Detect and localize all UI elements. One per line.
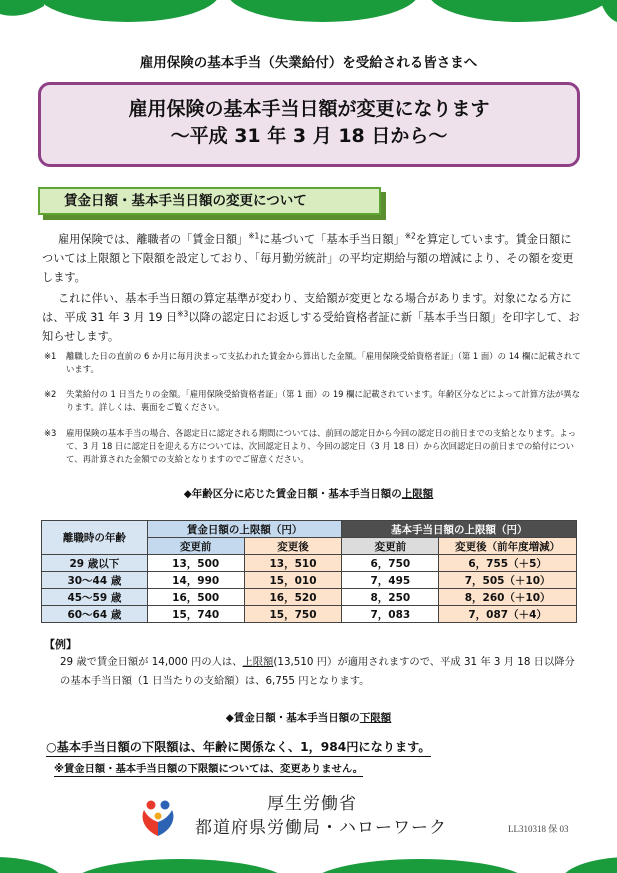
example-text-b: (13,510 円）が適用されますので、平成 31 年 3 月 18 日以降分の基本手当日額（1 日当たりの支給額）は、6,755 円となります。 [60, 656, 575, 687]
paragraph-1 [42, 230, 582, 287]
benefit-before-header: 変更前 [342, 538, 439, 555]
table-row [42, 572, 577, 589]
wage-before-cell: 15，740 [147, 606, 244, 623]
footnote-1-mark: ※1 [44, 351, 57, 361]
wage-after-cell: 15，010 [244, 572, 342, 589]
title-line-2: ～平成 31 年 3 月 18 日から～ [170, 125, 448, 147]
paragraph-2 [42, 289, 582, 346]
ministry-name: 厚生労働省 [267, 794, 357, 814]
wage-after-cell: 16，520 [244, 589, 342, 606]
age-cell: 60～64 歳 [42, 606, 148, 623]
footnote-ref-3: ※3 [177, 309, 189, 319]
footnote-1-text: 離職した日の直前の 6 か月に毎月決まって支払われた賃金から算出した金額。「雇用保険受給資格者証」（第 1 面）の 14 欄に記載されています。 [66, 351, 581, 374]
lower-limit-note: ※賃金日額・基本手当日額の下限額については、変更ありません。 [54, 760, 363, 777]
footnote-2-mark: ※2 [44, 389, 57, 399]
top-decoration [0, 0, 617, 26]
benefit-group-header: 基本手当日額の上限額（円） [342, 521, 577, 538]
wage-after-header: 変更後 [244, 538, 342, 555]
wage-before-cell: 13，500 [147, 555, 244, 572]
wage-group-header: 賃金日額の上限額（円） [147, 521, 342, 538]
document-code: LL310318 保 03 [508, 824, 569, 834]
table-row [42, 606, 577, 623]
title-box [38, 82, 580, 167]
table-row [42, 589, 577, 606]
section-heading-box [38, 187, 381, 215]
wage-before-cell: 14，990 [147, 572, 244, 589]
benefit-after-cell: 8，260（＋10） [439, 589, 577, 606]
benefit-after-cell: 7，087（＋4） [439, 606, 577, 623]
title-line-1: 雇用保険の基本手当日額が変更になります [128, 98, 490, 120]
benefit-before-cell: 7，083 [342, 606, 439, 623]
notice-subtitle: 雇用保険の基本手当（失業給付）を受給される皆さまへ [139, 55, 478, 71]
paragraph-2-text-b: 以降の認定日にお返しする受給資格者証に新「基本手当日額」を印字して、お知らせします。 [42, 311, 580, 343]
footnote-ref-1: ※1 [248, 231, 260, 241]
upper-limit-table [41, 520, 577, 623]
age-cell: 45～59 歳 [42, 589, 148, 606]
age-cell: 29 歳以下 [42, 555, 148, 572]
wage-before-header: 変更前 [147, 538, 244, 555]
lower-limit-statement: ○基本手当日額の下限額は、年齢に関係なく、1，984円になります。 [46, 738, 431, 757]
paragraph-2-text-a: これに伴い、基本手当日額の算定基準が変わり、支給額が変更となる場合があります。対象になる方には、平成 31 年 3 月 19 日 [42, 292, 572, 324]
upper-limit-caption-underlined: 上限額 [401, 488, 434, 500]
benefit-after-cell: 6，755（＋5） [439, 555, 577, 572]
lower-limit-caption-underlined: 下限額 [359, 712, 392, 724]
age-column-header: 離職時の年齢 [42, 521, 148, 555]
example-label: 【例】 [44, 638, 77, 651]
office-names: 都道府県労働局・ハローワーク [195, 818, 447, 838]
upper-limit-table-caption [0, 486, 617, 501]
paragraph-1-text-a: 雇用保険では、離職者の「賃金日額」 [58, 233, 249, 246]
example-text-a: 29 歳で賃金日額が 14,000 円の人は、 [60, 656, 243, 668]
benefit-after-cell: 7，505（＋10） [439, 572, 577, 589]
lower-limit-caption-prefix: ◆賃金日額・基本手当日額の [225, 712, 360, 724]
footnote-3-text: 雇用保険の基本手当の場合、各認定日に認定される期間については、前回の認定日から今回の認定日の前日までの支給となります。よって、3 月 18 日に認定日を迎える方については、次回認定日より、今回の認定日（3 月 18 日）から次回認定日の前日までの給付について、再計算された金額での支給となりますのでご留意ください。 [66, 428, 577, 464]
footnote-3 [44, 427, 584, 466]
footnote-2-text: 失業給付の 1 日当たりの金額。「雇用保険受給資格者証」（第 1 面）の 19 欄に記載されています。年齢区分などによって計算方法が異なります。詳しくは、裏面をご覧ください。 [66, 389, 580, 412]
example-underlined: 上限額 [242, 656, 274, 668]
footnote-3-mark: ※3 [44, 428, 57, 438]
paragraph-1-text-b: に基づいて「基本手当日額」 [259, 233, 405, 246]
bottom-decoration [0, 847, 617, 873]
section-heading: 賃金日額・基本手当日額の変更について [64, 193, 307, 209]
footnote-2 [44, 388, 584, 414]
benefit-before-cell: 8，250 [342, 589, 439, 606]
benefit-after-header: 変更後（前年度増減） [439, 538, 577, 555]
wage-before-cell: 16，500 [147, 589, 244, 606]
footnote-ref-2: ※2 [404, 231, 416, 241]
paragraph-1-text-c: を算定しています。賃金日額については上限額と下限額を設定しており、「毎月勤労統計」の平均定期給与額の増減により、その額を変更します。 [42, 233, 574, 284]
footnote-1 [44, 350, 584, 376]
example-text [60, 653, 580, 691]
age-cell: 30～44 歳 [42, 572, 148, 589]
upper-limit-caption-prefix: ◆年齢区分に応じた賃金日額・基本手当日額の [183, 488, 402, 500]
benefit-before-cell: 7，495 [342, 572, 439, 589]
wage-after-cell: 15，750 [244, 606, 342, 623]
wage-after-cell: 13，510 [244, 555, 342, 572]
lower-limit-caption [0, 710, 617, 725]
table-row [42, 555, 577, 572]
benefit-before-cell: 6，750 [342, 555, 439, 572]
ministry-logo-icon [136, 796, 180, 840]
